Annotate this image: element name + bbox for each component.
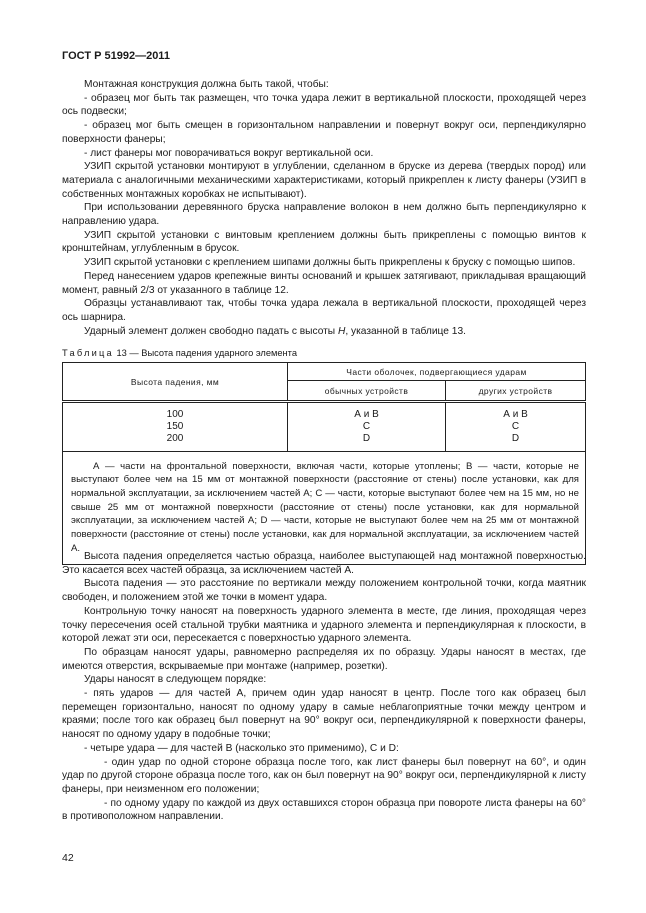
other-parts-value: А и В [503, 409, 528, 420]
top-text-block [62, 78, 586, 338]
normal-parts-value: А и В [354, 409, 379, 420]
header-normal-devices: обычных устройств [288, 381, 446, 402]
sub-list-item: - один удар по одной стороне образца после того, как лист фанеры был повернут на 60°, и один удар по другой стороне образца после того, как он был повернут на 90° вокруг оси, перпендикулярной к листу фанеры, при неизменном его положении; [62, 756, 586, 795]
document-header: ГОСТ Р 51992—2011 [62, 50, 170, 62]
height-value: 100 [166, 409, 184, 420]
table-caption-word: Таблица [62, 348, 114, 358]
paragraph: Монтажная конструкция должна быть такой, чтобы: [84, 79, 329, 90]
paragraph-text: Ударный элемент должен свободно падать с высоты [84, 325, 338, 337]
paragraph: Высота падения — это расстояние по вертикали между положением контрольной точки, когда маятник свободен, и положением этой же точки в момент удара. [62, 578, 586, 604]
paragraph: - образец мог быть смещен в горизонтальном направлении и повернут вокруг оси, перпендикулярно поверхности фанеры; [62, 120, 586, 145]
table-note [63, 451, 586, 564]
drop-height-table [62, 362, 586, 565]
paragraph: Перед нанесением ударов крепежные винты оснований и крышек затягивают, прикладывая вращающий момент, равный 2/3 от указанного в таблице 12. [62, 270, 586, 296]
drop-height-paragraph [62, 325, 586, 339]
other-parts-value: D [511, 433, 520, 445]
paragraph: - четыре удара — для частей В (насколько это применимо), С и D: [84, 742, 399, 754]
paragraph: По образцам наносят удары, равномерно распределяя их по образцу. Удары наносят в местах, где имеются отверстия, вскрываемые при монтаже (например, розетки). [62, 646, 586, 672]
table-caption [62, 348, 297, 358]
paragraph: Контрольную точку наносят на поверхность ударного элемента в месте, где линия, проходящая через точку пересечения осей стальной трубки маятника и ударного элемента и перпендикулярная к плоскости, в которой лежат эти оси, пересекается с поверхностью ударного элемента. [62, 605, 586, 645]
paragraph-text: , указанной в таблице 13. [345, 325, 466, 337]
paragraph: УЗИП скрытой установки монтируют в углублении, сделанном в бруске из дерева (твердых пород) или материала с аналогичными механическими характеристиками, который прикреплен к листу фанеры (УЗИП в собственных монтажных коробках не испытывают). [62, 161, 586, 200]
other-parts-cell [446, 402, 586, 452]
paragraph: - пять ударов — для частей А, причем один удар наносят в центр. После того как образец был перемещен горизонтально, наносят по одному удару в самые неблагоприятные точки между центром и краями; после того как образец был повернут на 90° вокруг оси, перпендикулярной к поверхности фанеры, наносят по одному удару в подобные точки; [62, 688, 586, 741]
header-drop-height: Высота падения, мм [63, 363, 288, 402]
other-parts-value: С [511, 421, 520, 433]
normal-parts-value: D [362, 433, 371, 445]
header-parts-group: Части оболочек, подвергающиеся ударам [288, 363, 586, 381]
paragraph: - образец мог быть так размещен, что точка удара лежит в вертикальной плоскости, проходящей через ось подвески; [62, 92, 586, 118]
paragraph: Удары наносят в следующем порядке: [84, 674, 267, 686]
height-variable: H [337, 325, 346, 337]
sub-list-item: - по одному удару по каждой из двух оставшихся сторон образца при повороте листа фанеры на 60° в противоположном направлении. [62, 797, 586, 823]
paragraph: - лист фанеры мог поворачиваться вокруг вертикальной оси. [84, 147, 374, 159]
page-number: 42 [62, 852, 74, 864]
normal-parts-cell [288, 402, 446, 452]
heights-cell [63, 402, 288, 452]
paragraph: УЗИП скрытой установки с креплением шипами должны быть прикреплены к бруску с помощью шипов. [84, 257, 576, 269]
paragraph: При использовании деревянного бруска направление волокон в нем должно быть перпендикулярно к направлению удара. [62, 202, 586, 228]
table-note-text: А — части на фронтальной поверхности, включая части, которые утоплены; В — части, которые не выступают более чем на 15 мм от монтажной поверхности (расстояние от стены) после установки, как для нормальной эксплуатации, за исключением частей А; С — части, которые выступают более чем на 15 мм, но не свыше 25 мм от монтажной поверхности (расстояние от стены) после установки, как для нормальной эксплуатации, за исключением частей А; D — части, которые не выступают более чем на 25 мм от монтажной поверхности (расстояние от стены) после установки, как для нормальной эксплуатации, за исключением частей А. [71, 460, 579, 554]
height-value: 150 [166, 421, 184, 433]
header-other-devices: других устройств [446, 381, 586, 402]
paragraph: Высота падения определяется частью образца, наиболее выступающей над монтажной поверхностью. Это касается всех частей образца, за исключением частей А. [62, 551, 586, 576]
height-value: 200 [166, 433, 184, 445]
table-caption-title: 13 — Высота падения ударного элемента [113, 348, 298, 358]
bottom-text-block [62, 550, 586, 824]
normal-parts-value: С [362, 421, 371, 433]
paragraph: УЗИП скрытой установки с винтовым креплением должны быть прикреплены с помощью винтов к кронштейнам, углубленным в брусок. [62, 229, 586, 255]
paragraph: Образцы устанавливают так, чтобы точка удара лежала в вертикальной плоскости, проходящей через ось шарнира. [62, 298, 586, 323]
